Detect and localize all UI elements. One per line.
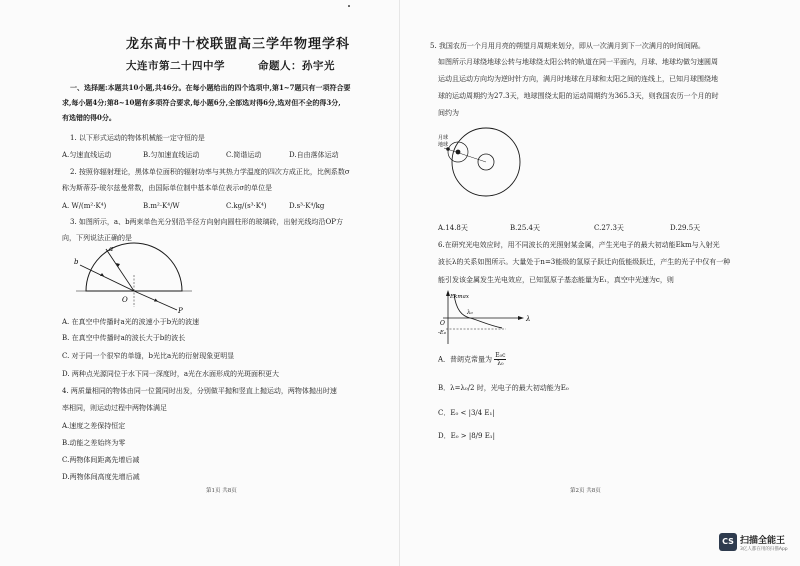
q2-option-c: C.kg/(s³·K⁴) [226,202,267,210]
q4-option-c: C.两物体间距离先增后减 [62,456,140,464]
q2-option-d: D.s³·K⁴/kg [289,202,325,210]
q2-option-b: B.m²·K⁴/W [143,202,180,210]
q5-option-d: D.29.5天 [670,224,701,232]
semicircle-glass-figure [74,245,194,313]
left-page-footer: 第1页 共8页 [206,488,237,494]
moon-label: 月球 [438,135,449,141]
q6-option-b: B．λ=λ₀/2 时，光电子的最大初动能为E₀ [438,384,569,392]
label-o: O [122,296,128,304]
camscanner-name: 扫描全能王 [740,536,786,546]
planck-numerator: E₀c [495,352,506,359]
q5-option-c: C.27.3天 [594,224,624,232]
x-axis-label: λ [526,315,531,323]
label-a: a [109,245,114,253]
y-axis-label: Ekmax [450,294,469,300]
q3-option-d: D. 两种点光源同位于水下同一深度时，a光在水面形成的光斑面积更大 [62,370,279,378]
q1-stem: 1. 以下形式运动的物体机械能一定守恒的是 [70,134,205,142]
right-page [400,0,800,566]
q5-stem-line-4: 球的运动周期约为27.3天，地球围绕太阳的运动周期约为365.3天，则我国农历一个月的时 [438,92,719,100]
section-intro-line-1: 一、选择题:本题共10小题,共46分。在每小题给出的四个选项中,第1~7题只有一项符合要 [70,83,351,92]
q5-stem-line-1: 5. 我国农历一个月用月亮的朔望月周期来划分，即从一次满月到下一次满月的时间间隔。 [430,42,705,50]
q1-option-a: A.匀速直线运动 [62,151,112,159]
q1-option-d: D.自由落体运动 [289,151,339,159]
q3-stem-line-2: 向，下列说法正确的是 [62,234,132,242]
q3-option-c: C. 对于同一个很窄的单缝，b光比a光的衍射现象更明显 [62,352,235,360]
q2-stem-line-2: 称为斯蒂芬-玻尔兹曼常数，由国际单位制中基本单位表示σ的单位是 [62,184,273,192]
orbit-figure [436,124,526,206]
school-name: 大连市第二十四中学 [126,60,225,72]
q3-stem-line-1: 3. 如图所示，a、b两束单色光分别沿半径方向射向圆柱形的玻璃砖，出射光线均沿OP方 [70,218,344,226]
q4-option-b: B.动能之差始终为零 [62,439,126,447]
q6-stem-line-2: 波长λ的关系如图所示。大量处于n=3能级的氢原子跃迁向低能级跃迁，产生的光子中仅有一种 [438,258,731,266]
label-b: b [74,258,79,266]
minus-e0-label: -E₀ [438,330,447,336]
label-p: P [178,307,183,315]
q4-option-a: A.速度之差保持恒定 [62,422,126,430]
q5-option-a: A.14.8天 [438,224,468,232]
camscanner-tagline: 3亿人都在用的扫描App [740,547,788,552]
planck-fraction [494,352,506,367]
q5-stem-line-2: 如图所示月球绕地球公转与地球绕太阳公转的轨道在同一平面内，月球、地球均做匀速圆周 [438,58,718,66]
q6-stem-line-1: 6.在研究光电效应时，用不同波长的光照射某金属，产生光电子的最大初动能Ekm与入射光 [438,241,720,249]
q6-stem-line-3: 能引发该金属发生光电效应，已知氢原子基态能量为E₁，真空中光速为c，则 [438,276,674,284]
right-page-footer: 第2页 共8页 [570,488,601,494]
q5-stem-line-5: 间约为 [438,109,459,117]
earth-label: 地球 [438,142,449,148]
author-line: 命题人：孙宇光 [258,60,335,72]
q6-option-d: D．E₀ > |8/9 E₁| [438,432,495,440]
q1-option-b: B.匀加速直线运动 [143,151,200,159]
q4-option-d: D.两物体间高度先增后减 [62,473,140,481]
origin-label: O [440,320,445,327]
planck-denominator: λ₀ [497,360,504,367]
camscanner-logo-icon: CS [719,533,737,551]
q6-option-a-prefix: A．普朗克常量为 [438,355,493,364]
q4-stem-line-1: 4. 两质量相同的物体由同一位置同时出发，分别做平抛和竖直上抛运动，两物体抛出时速 [62,387,337,395]
earth-dot [456,150,461,155]
camscanner-watermark [719,528,799,558]
scan-speck [348,5,350,7]
section-intro-line-3: 有选错的得0分。 [62,113,116,122]
x-axis-arrow [518,316,524,320]
sun-earth-line [444,148,486,162]
q5-stem-line-3: 运动且运动方向均为逆时针方向，满月时地球在月球和太阳之间的连线上，已知月球围绕地 [438,75,718,83]
lambda0-label: λ₀ [467,310,473,316]
q3-option-a: A. 在真空中传播时a光的波速小于b光的波速 [62,318,200,326]
q6-option-a [438,352,506,367]
section-intro-line-2: 求,每小题4分;第8~10题有多项符合要求,每小题6分,全部选对得6分,选对但不全的得3分, [62,98,341,107]
q2-stem-line-1: 2. 按照你辐射理论，黑体单位面积的辐射功率与其热力学温度的四次方成正比，比例系数σ [70,168,350,176]
ek-lambda-graph [440,290,560,346]
q3-option-b: B. 在真空中传播时a的波长大于b的波长 [62,334,186,342]
q5-option-b: B.25.4天 [510,224,540,232]
q2-option-a: A. W/(m²·K⁴) [62,202,107,210]
q1-option-c: C.简谐运动 [226,151,262,159]
q6-option-c: C．E₀ < |3/4 E₁| [438,409,495,417]
q4-stem-line-2: 率相同，则运动过程中两物体满足 [62,404,167,412]
exam-title: 龙东高中十校联盟高三学年物理学科 [126,37,351,52]
